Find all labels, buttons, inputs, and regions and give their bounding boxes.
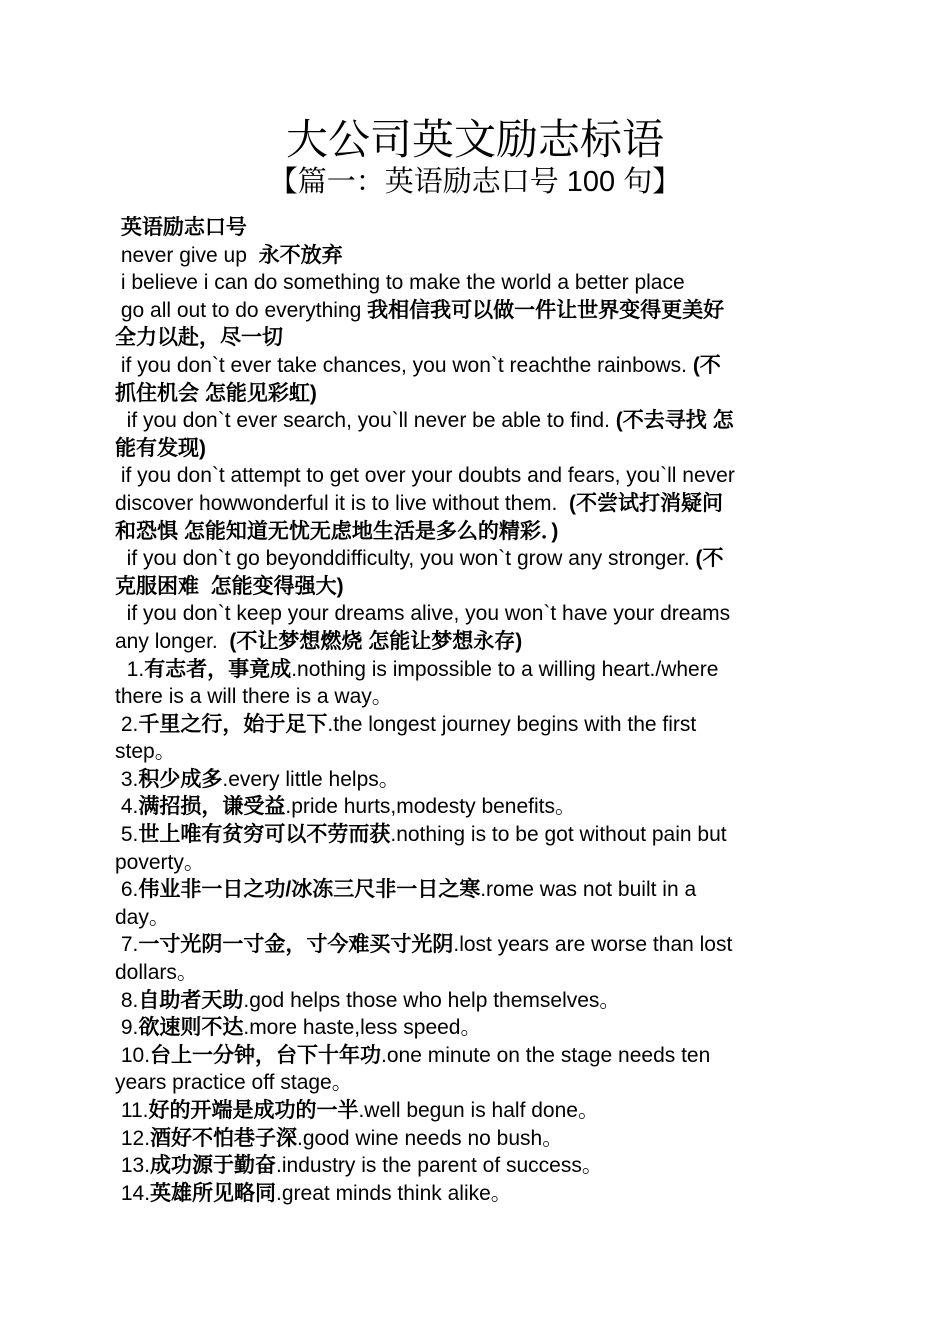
english-text: .good wine needs no bush。: [297, 1126, 564, 1150]
english-text: any longer.: [115, 629, 230, 653]
chinese-phrase: 成功源于勤奋: [150, 1154, 277, 1178]
english-text: 14.: [115, 1181, 151, 1205]
english-text: .great minds think alike。: [276, 1181, 512, 1205]
text-line: [115, 352, 835, 380]
text-line: [115, 242, 835, 270]
chinese-phrase: 满招损，谦受益: [138, 795, 286, 819]
english-text: 7.: [115, 933, 139, 957]
chinese-phrase: 千里之行，始于足下: [138, 712, 328, 736]
text-line: [115, 490, 835, 518]
text-line: [115, 1180, 835, 1208]
chinese-phrase: 台上一分钟，台下十年功: [150, 1043, 382, 1067]
english-text: .rome was not built in a: [480, 878, 697, 902]
english-text: 12.: [115, 1126, 151, 1150]
text-line: [115, 1014, 835, 1042]
english-text: 5.: [115, 823, 139, 847]
english-text: 4.: [115, 795, 139, 819]
text-line: [115, 1069, 835, 1097]
chinese-phrase: 自助者天助: [138, 988, 244, 1012]
english-text: if you don`t ever take chances, you won`t reachthe rainbows.: [115, 353, 693, 377]
text-line: [115, 435, 835, 463]
text-line: [115, 214, 835, 242]
english-text: 2.: [115, 712, 139, 736]
text-line: [115, 1097, 835, 1125]
chinese-phrase: 全力以赴，尽一切: [115, 326, 283, 350]
chinese-phrase: 我相信我可以做一件让世界变得更美好: [367, 298, 725, 322]
english-text: 10.: [115, 1043, 151, 1067]
text-line: [115, 600, 835, 628]
text-line: [115, 573, 835, 601]
chinese-phrase: 好的开端是成功的一半: [148, 1099, 359, 1122]
text-line: [115, 959, 835, 987]
text-line: [115, 766, 835, 794]
english-text: .every little helps。: [222, 767, 400, 791]
document-title: 大公司英文励志标语: [285, 116, 664, 163]
chinese-phrase: 欲速则不达: [138, 1016, 244, 1040]
text-line: [115, 931, 835, 959]
text-line: [115, 462, 835, 490]
text-line: [115, 793, 835, 821]
english-text: .more haste,less speed。: [243, 1016, 482, 1040]
chinese-phrase: 和恐惧 怎能知道无忧无虑地生活是多么的精彩．): [115, 519, 559, 543]
english-text: .the longest journey begins with the first: [327, 712, 697, 736]
text-line: [115, 987, 835, 1015]
text-line: [115, 821, 835, 849]
chinese-phrase: 克服困难 怎能变得强大): [115, 574, 344, 598]
english-text: .industry is the parent of success。: [276, 1154, 603, 1178]
english-text: 6.: [115, 878, 139, 902]
english-text: there is a will there is a way。: [115, 685, 393, 709]
english-text: .pride hurts,modesty benefits。: [285, 795, 576, 819]
text-line: [115, 269, 835, 297]
english-text: go all out to do everything: [115, 298, 368, 322]
text-line: [115, 380, 835, 408]
english-text: discover howwonderful it is to live without them.: [115, 491, 570, 515]
english-text: 8.: [115, 988, 139, 1012]
english-text: dollars。: [115, 961, 198, 985]
text-line: [115, 849, 835, 877]
text-line: [115, 876, 835, 904]
english-text: if you don`t attempt to get over your doubts and fears, you`ll never: [115, 464, 735, 488]
text-line: [115, 324, 835, 352]
english-text: .god helps those who help themselves。: [243, 988, 621, 1012]
text-line: [115, 628, 835, 656]
chinese-phrase: (不尝试打消疑问: [569, 491, 724, 515]
english-text: never give up: [115, 243, 259, 267]
chinese-phrase: (不: [692, 353, 721, 377]
chinese-phrase: 英雄所见略同: [150, 1181, 277, 1205]
english-text: .nothing is impossible to a willing heart./where: [291, 657, 719, 681]
chinese-phrase: 世上唯有贫穷可以不劳而获: [138, 823, 391, 847]
english-text: 9.: [115, 1016, 139, 1040]
document-body: [115, 214, 835, 1207]
english-text: .one minute on the stage needs ten: [381, 1043, 711, 1067]
text-line: [115, 1125, 835, 1153]
text-line: [115, 297, 835, 325]
english-text: if you don`t ever search, you`ll never be able to find.: [115, 409, 616, 433]
text-line: [115, 1042, 835, 1070]
text-line: [115, 518, 835, 546]
english-text: 13.: [115, 1154, 151, 1178]
english-text: years practice off stage。: [115, 1071, 353, 1095]
text-line: [115, 683, 835, 711]
chinese-phrase: 积少成多: [138, 767, 223, 791]
text-line: [115, 711, 835, 739]
text-line: [115, 904, 835, 932]
chinese-phrase: 伟业非一日之功/冰冻三尺非一日之寒: [138, 878, 481, 902]
text-line: [115, 738, 835, 766]
english-text: step。: [115, 740, 176, 764]
english-text: if you don`t go beyonddifficulty, you won`t grow any stronger.: [115, 547, 696, 571]
chinese-phrase: 有志者，事竟成: [144, 657, 292, 681]
chinese-phrase: 英语励志口号: [115, 216, 247, 239]
chinese-phrase: 酒好不怕巷子深: [150, 1126, 298, 1150]
text-line: [115, 1152, 835, 1180]
document-subtitle: 【篇一：英语励志口号 100 句】: [268, 166, 682, 198]
english-text: day。: [115, 905, 170, 929]
chinese-phrase: (不去寻找 怎: [615, 409, 734, 433]
english-text: .lost years are worse than lost: [453, 933, 733, 957]
english-text: if you don`t keep your dreams alive, you won`t have your dreams: [115, 602, 731, 626]
chinese-phrase: 抓住机会 怎能见彩虹): [115, 381, 317, 405]
english-text: 11.: [115, 1099, 149, 1122]
text-line: [115, 545, 835, 573]
english-text: 3.: [115, 767, 139, 791]
english-text: 1.: [115, 657, 145, 681]
chinese-phrase: (不: [695, 547, 724, 571]
chinese-phrase: (不让梦想燃烧 怎能让梦想永存): [229, 629, 523, 653]
english-text: .nothing is to be got without pain but: [390, 823, 727, 847]
english-text: .well begun is half done。: [358, 1099, 599, 1122]
english-text: i believe i can do something to make the world a better place: [115, 271, 685, 295]
text-line: [115, 407, 835, 435]
chinese-phrase: 一寸光阴一寸金，寸今难买寸光阴: [138, 933, 454, 957]
english-text: poverty。: [115, 850, 205, 874]
chinese-phrase: 永不放弃: [258, 243, 343, 267]
chinese-phrase: 能有发现): [115, 436, 206, 460]
text-line: [115, 656, 835, 684]
